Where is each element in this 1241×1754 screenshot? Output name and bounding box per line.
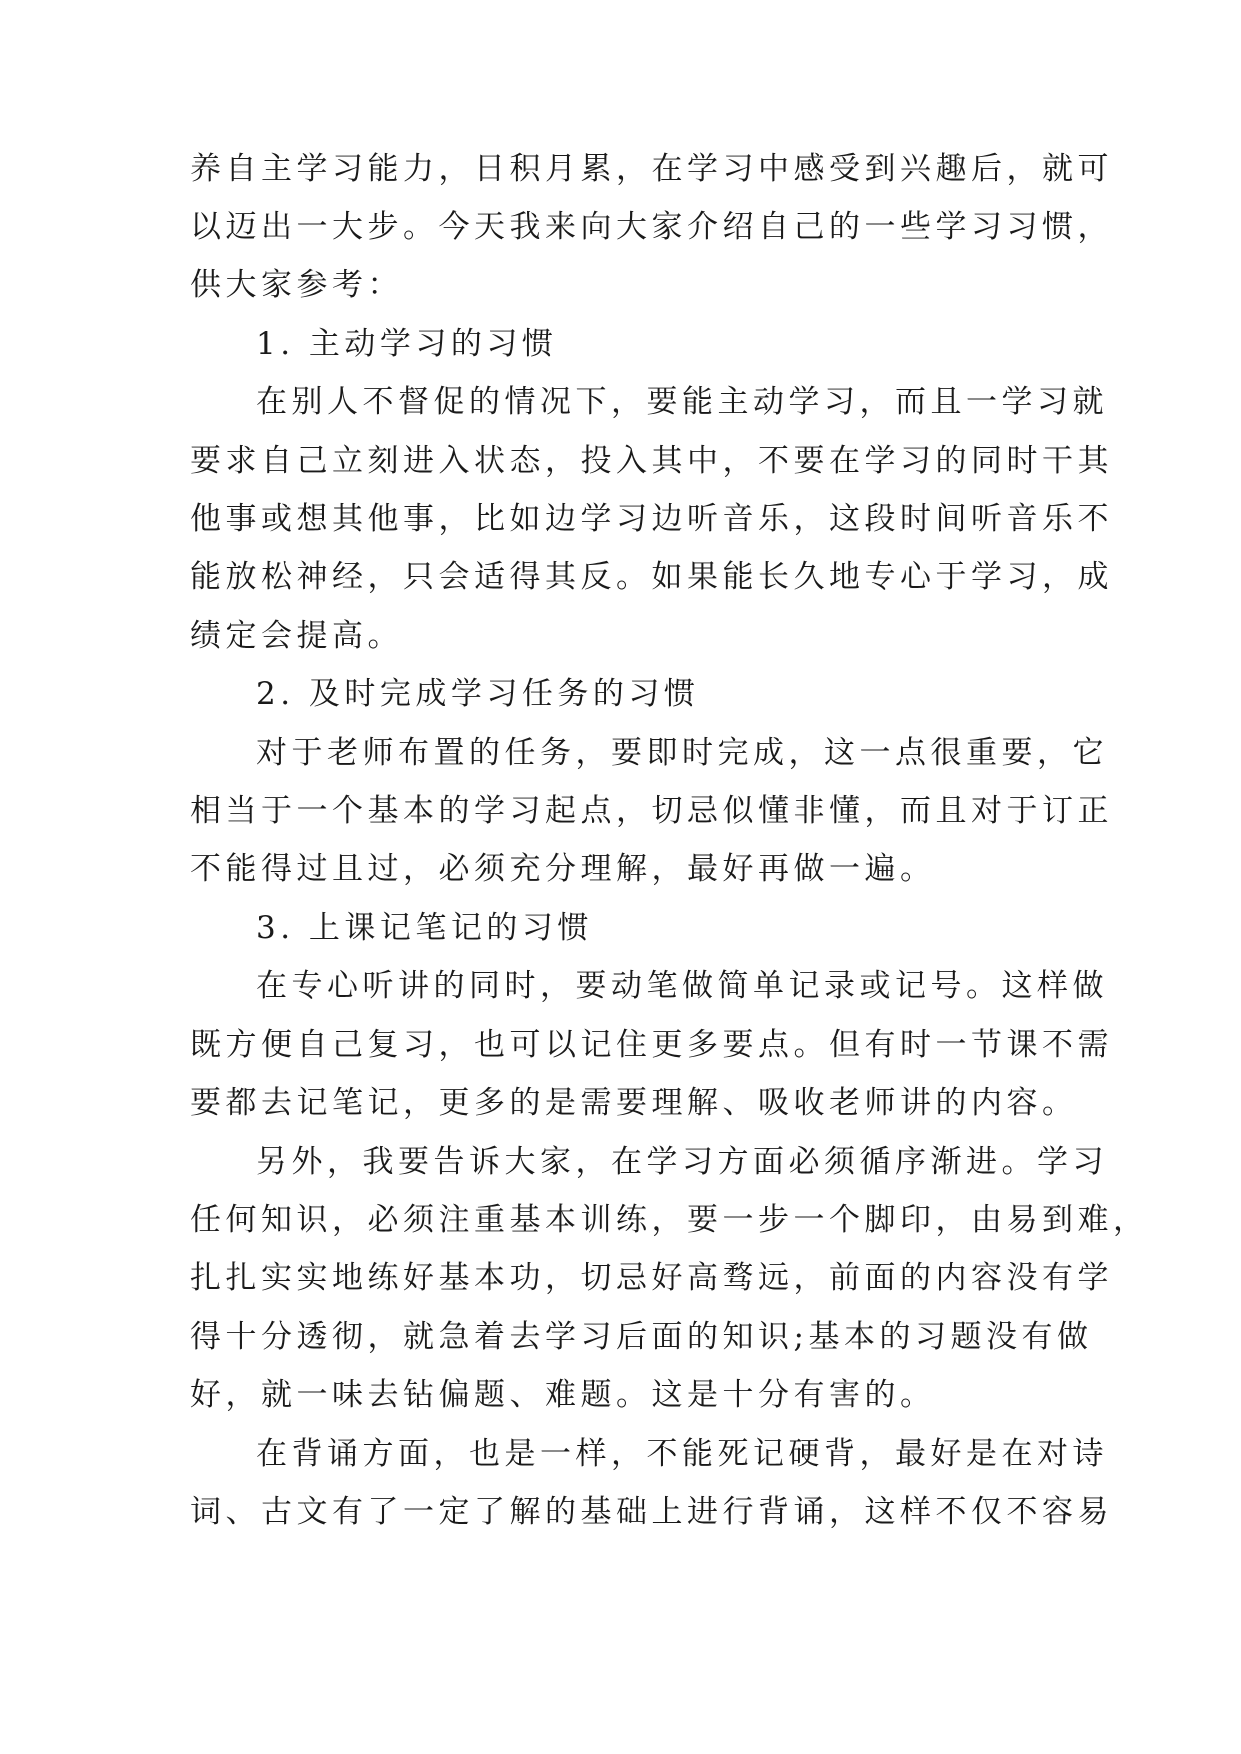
text-line: 好，就一味去钻偏题、难题。这是十分有害的。 [190, 1377, 936, 1413]
text-line: 词、古文有了一定了解的基础上进行背诵，这样不仅不容易 [190, 1494, 1113, 1530]
text-line: 不能得过且过，必须充分理解，最好再做一遍。 [190, 851, 936, 887]
text-line: 养自主学习能力，日积月累，在学习中感受到兴趣后，就可 [190, 151, 1113, 187]
text-line: 他事或想其他事，比如边学习边听音乐，这段时间听音乐不 [190, 501, 1113, 537]
section-heading: 2. 及时完成学习任务的习惯 [256, 676, 700, 712]
text-line: 任何知识，必须注重基本训练，要一步一个脚印，由易到难， [190, 1202, 1149, 1238]
text-line: 在别人不督促的情况下，要能主动学习，而且一学习就 [256, 384, 1108, 420]
text-line: 绩定会提高。 [190, 618, 403, 654]
text-line: 要求自己立刻进入状态，投入其中，不要在学习的同时干其 [190, 443, 1113, 479]
text-line: 相当于一个基本的学习起点，切忌似懂非懂，而且对于订正 [190, 793, 1113, 829]
section-heading: 3. 上课记笔记的习惯 [256, 910, 593, 946]
text-line: 要都去记笔记，更多的是需要理解、吸收老师讲的内容。 [190, 1085, 1078, 1121]
section-heading: 1. 主动学习的习惯 [256, 326, 558, 362]
text-line: 以迈出一大步。今天我来向大家介绍自己的一些学习习惯， [190, 209, 1113, 245]
text-line: 对于老师布置的任务，要即时完成，这一点很重要，它 [256, 735, 1108, 771]
text-line: 在专心听讲的同时，要动笔做简单记录或记号。这样做 [256, 968, 1108, 1004]
text-line: 在背诵方面，也是一样，不能死记硬背，最好是在对诗 [256, 1436, 1108, 1472]
text-line: 得十分透彻，就急着去学习后面的知识;基本的习题没有做 [190, 1319, 1093, 1355]
text-line: 扎扎实实地练好基本功，切忌好高骛远，前面的内容没有学 [190, 1260, 1113, 1296]
text-line: 另外，我要告诉大家，在学习方面必须循序渐进。学习 [256, 1144, 1108, 1180]
text-line: 供大家参考： [190, 267, 403, 303]
text-line: 既方便自己复习，也可以记住更多要点。但有时一节课不需 [190, 1027, 1113, 1063]
text-line: 能放松神经，只会适得其反。如果能长久地专心于学习，成 [190, 559, 1113, 595]
